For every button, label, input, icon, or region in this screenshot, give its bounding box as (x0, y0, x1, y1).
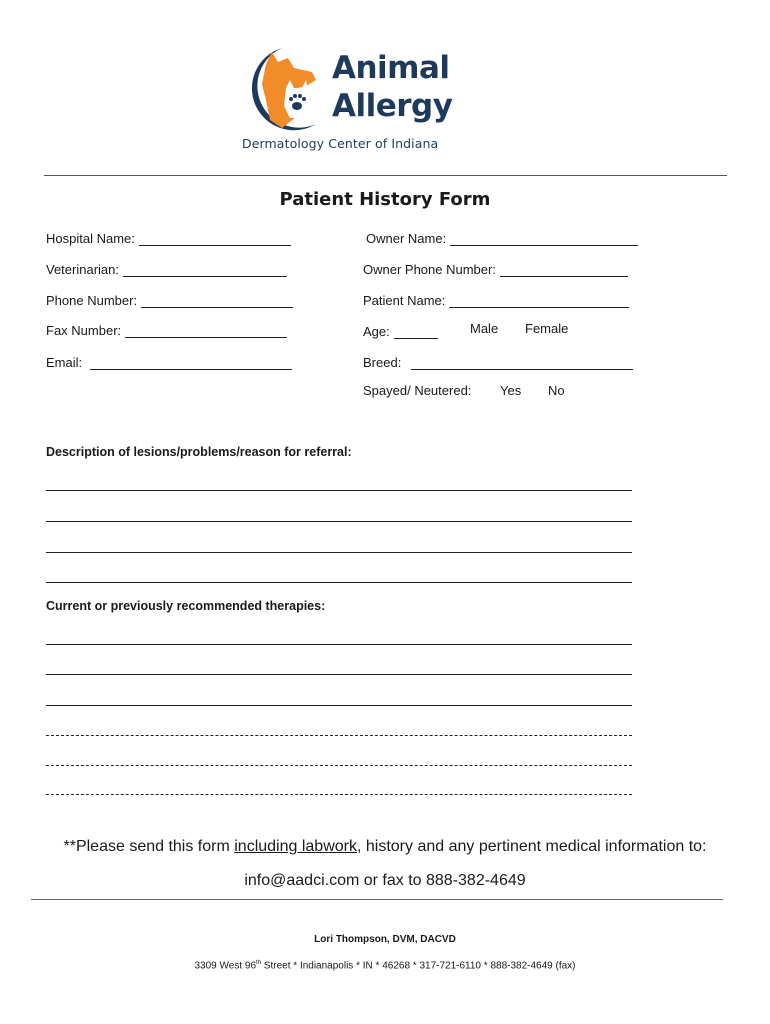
veterinarian-input[interactable] (123, 262, 287, 277)
owner-name-input[interactable] (450, 231, 638, 246)
therapies-line-2[interactable] (46, 674, 632, 675)
hospital-name-field[interactable] (46, 228, 291, 246)
owner-phone-field[interactable] (363, 259, 628, 277)
veterinarian-field[interactable] (46, 259, 287, 277)
age-field[interactable] (363, 321, 438, 339)
hospital-name-input[interactable] (139, 231, 291, 246)
send-instructions (0, 838, 770, 856)
logo-text-animal: Animal (332, 50, 450, 86)
description-line-3[interactable] (46, 552, 632, 553)
female-option[interactable]: Female (525, 321, 569, 336)
description-line-1[interactable] (46, 490, 632, 491)
description-line-4[interactable] (46, 582, 632, 583)
send-instructions-suffix: , history and any pertinent medical information to: (356, 838, 707, 855)
owner-phone-label: Owner Phone Number: (363, 262, 496, 277)
patient-name-input[interactable] (449, 293, 629, 308)
footer-address-sup: th (256, 960, 262, 966)
dog-cat-logo-icon (236, 44, 328, 136)
veterinarian-label: Veterinarian: (46, 262, 119, 277)
therapies-label: Current or previously recommended therapies: (46, 599, 326, 613)
logo-text-allergy: Allergy (332, 88, 453, 124)
phone-number-field[interactable] (46, 290, 293, 308)
patient-name-label: Patient Name: (363, 293, 446, 308)
breed-input[interactable] (411, 355, 633, 370)
breed-field[interactable] (363, 352, 633, 370)
footer-doctor-name: Lori Thompson, DVM, DACVD (314, 934, 456, 945)
phone-number-input[interactable] (141, 293, 293, 308)
form-title: Patient History Form (279, 189, 491, 210)
spayed-no-option[interactable]: No (548, 383, 565, 398)
male-option[interactable]: Male (470, 321, 499, 336)
email-label: Email: (46, 355, 83, 370)
logo-tagline: Dermatology Center of Indiana (242, 136, 439, 151)
patient-name-field[interactable] (363, 290, 629, 308)
description-line-2[interactable] (46, 521, 632, 522)
footer-address-part1: 3309 West 96 (194, 960, 257, 972)
owner-name-label: Owner Name: (366, 231, 447, 246)
fax-number-label: Fax Number: (46, 323, 122, 338)
send-instructions-underlined: including labwork (234, 838, 357, 855)
therapies-line-6[interactable] (46, 794, 632, 795)
footer-address-part2: Street * Indianapolis * IN * 46268 * 317-721-6110 * 888-382-4649 (fax) (261, 960, 576, 972)
therapies-line-3[interactable] (46, 705, 632, 706)
email-field[interactable] (46, 352, 292, 370)
age-input[interactable] (394, 324, 438, 339)
send-instructions-prefix: **Please send this form (63, 838, 235, 855)
therapies-line-4[interactable] (46, 735, 632, 736)
header-divider (44, 175, 727, 176)
contact-info: info@aadci.com or fax to 888-382-4649 (244, 872, 526, 889)
email-input[interactable] (90, 355, 292, 370)
logo (236, 44, 496, 156)
age-label: Age: (363, 324, 390, 339)
spayed-yes-option[interactable]: Yes (500, 383, 522, 398)
therapies-line-5[interactable] (46, 765, 632, 766)
description-label: Description of lesions/problems/reason for referral: (46, 445, 352, 459)
owner-name-field[interactable] (366, 228, 638, 246)
footer-divider (31, 899, 723, 900)
phone-number-label: Phone Number: (46, 293, 138, 308)
owner-phone-input[interactable] (500, 262, 628, 277)
spayed-neutered-label: Spayed/ Neutered: (363, 383, 472, 398)
fax-number-input[interactable] (125, 323, 287, 338)
fax-number-field[interactable] (46, 320, 287, 338)
footer-address (0, 960, 770, 971)
hospital-name-label: Hospital Name: (46, 231, 135, 246)
breed-label: Breed: (363, 355, 402, 370)
therapies-line-1[interactable] (46, 644, 632, 645)
